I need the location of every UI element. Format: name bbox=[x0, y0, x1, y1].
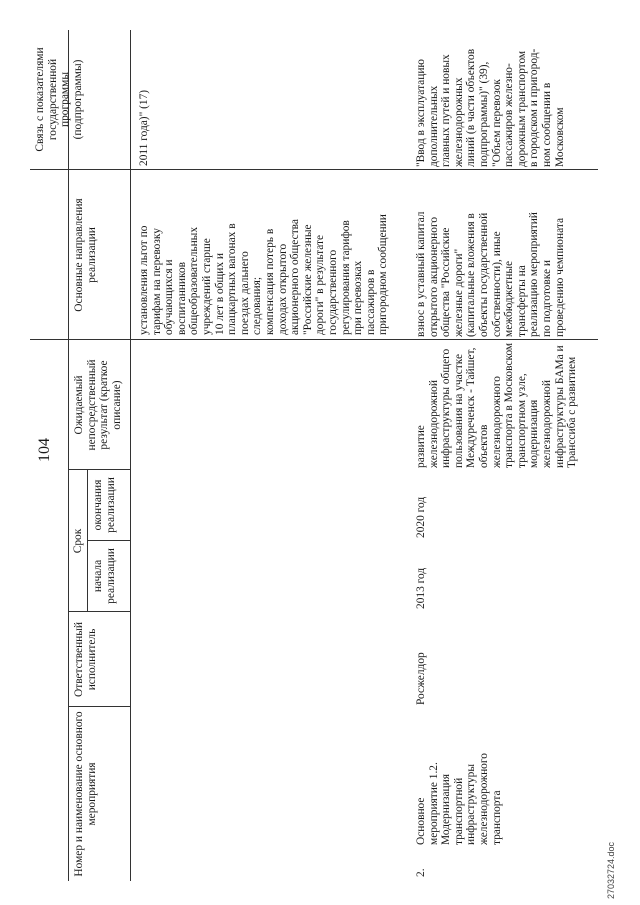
column-divider-5-6 bbox=[30, 169, 598, 170]
column-divider-4-5 bbox=[30, 339, 598, 340]
header-srok-end: окончания реализации bbox=[92, 477, 117, 533]
column-divider-3a-3b bbox=[87, 540, 130, 541]
row-main-directions: взнос в уставный капитал открытого акционерного общества "Российские железные дороги" (капитальные вложения в объекты государственной собственности), иные межбюджетные трансферты на реализацию мероприятий по подготовке и проведению чемпионата bbox=[415, 211, 566, 337]
column-divider-2-3 bbox=[68, 611, 130, 612]
row-executor: Росжелдор bbox=[415, 652, 427, 705]
row-number: 2. bbox=[415, 868, 427, 877]
row-expected-result: развитие железнодорожной инфраструктуры общего пользования на участке Междуреченск - Тайшет, объектов железнодорожного транспорта в Московском транспортном узле, модернизация железнодорожной инфраструктуры БАМа и Транссиба с развитием bbox=[415, 342, 579, 468]
row-measure-title: Основное мероприятие 1.2. Модернизация транспортной инфраструктуры железнодорожного транспорта bbox=[415, 753, 503, 845]
header-main-directions: Основные направления реализации bbox=[73, 198, 98, 312]
row-end-date: 2020 год bbox=[415, 496, 427, 538]
row-start-date: 2013 год bbox=[415, 567, 427, 609]
header-expected-result: Ожидаемый непосредственный результат (краткое описание) bbox=[73, 359, 123, 451]
document-footer: 27032724.doc bbox=[606, 841, 616, 899]
header-bottom-rule bbox=[130, 30, 131, 881]
header-indicators-link: Связь с показателями государственной программы (подпрограммы) bbox=[34, 47, 84, 152]
page-number: 104 bbox=[36, 438, 53, 462]
header-executor: Ответственный исполнитель bbox=[73, 621, 98, 698]
column-divider-3-4 bbox=[68, 469, 130, 470]
column-divider-1-2 bbox=[68, 706, 130, 707]
continuation-directions: установления льгот по тарифам на перевозку обучающихся и воспитанников общеобразовательных учреждений старше 10 лет в общих и плацкартных вагонах в поездах дальнего следования; компенсация потерь в доходах открытого акционерного общества "Российские железные дороги" в результате государственного регулирования тарифов при перевозках пассажиров в пригородном сообщении bbox=[138, 214, 390, 335]
header-srok-start: начала реализации bbox=[92, 548, 117, 604]
srok-subheader-rule bbox=[87, 470, 88, 612]
header-srok: Срок bbox=[72, 528, 84, 554]
row-indicators-link: "Ввод в эксплуатацию дополнительных главных путей и новых железнодорожных линий (в части объектов подпрограммы)" (39), "Объем перевозок пассажиров железно- дорожным транспортом в городском и пригород- ном сообщении в Московском bbox=[415, 48, 566, 167]
header-mero-name: Номер и наименование основного мероприятия bbox=[73, 711, 98, 877]
continuation-indicators: 2011 года)" (17) bbox=[138, 89, 150, 166]
